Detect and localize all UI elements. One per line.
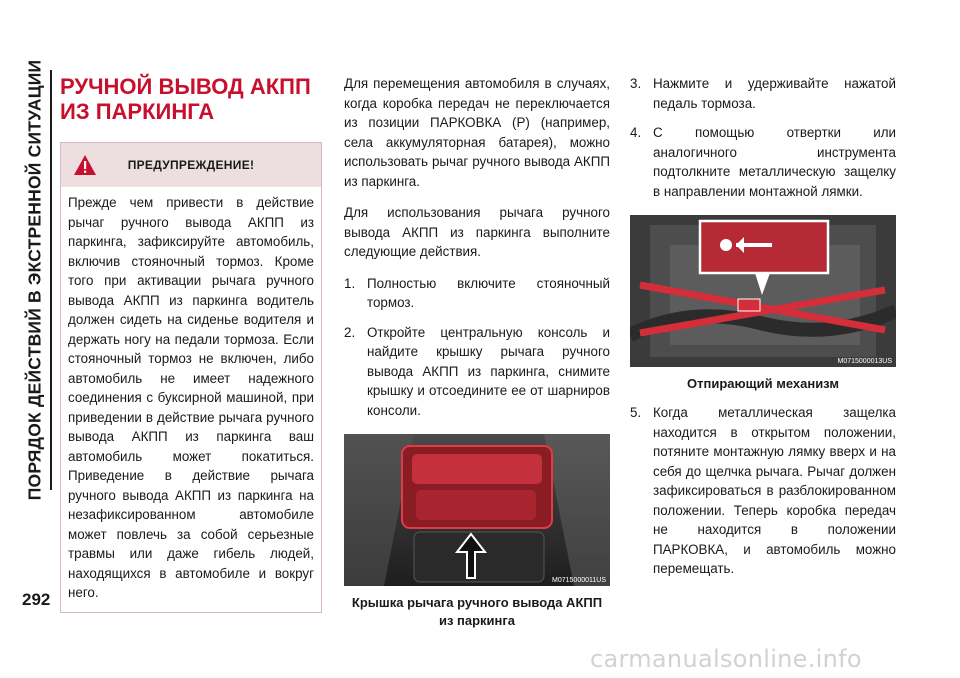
- step-text: С помощью отвертки или аналогичного инструмента подтолкните металлическую защелку в направлении монтажной лямки.: [653, 125, 896, 199]
- steps-list: [630, 403, 896, 579]
- page-title: РУЧНОЙ ВЫВОД АКПП ИЗ ПАРКИНГА: [60, 74, 311, 124]
- page-number: 292: [22, 590, 51, 609]
- step-number: 4.: [630, 125, 642, 140]
- column-2: [344, 74, 610, 640]
- column-1: [60, 74, 322, 613]
- step-text: Нажмите и удерживайте нажатой педаль тормоза.: [653, 76, 896, 111]
- step-item: [630, 123, 896, 201]
- step-item: [344, 323, 610, 421]
- figure-code: M0715000011US: [552, 577, 606, 584]
- step-item: [630, 403, 896, 579]
- watermark: carmanualsonline.info: [590, 645, 862, 673]
- console-cover-photo: [344, 434, 610, 586]
- side-rule: [50, 70, 52, 490]
- warning-header: [61, 143, 321, 187]
- warning-title: ПРЕДУПРЕЖДЕНИЕ!: [127, 158, 255, 172]
- steps-list: [630, 74, 896, 201]
- steps-list: [344, 274, 610, 421]
- step-text: Полностью включите стояночный тормоз.: [367, 275, 610, 310]
- step-number: 1.: [344, 275, 356, 291]
- step-item: [344, 274, 610, 313]
- intro-paragraph: Для перемещения автомобиля в случаях, когда коробка передач не переключается из позиции ПАРКОВКА (P) (например, села аккумуляторная батарея), можно использовать рычаг ручного вывода АКПП из паркинга.: [344, 76, 610, 189]
- step-number: 2.: [344, 324, 356, 340]
- step-text: Откройте центральную консоль и найдите крышку рычага ручного вывода АКПП из паркинга, снимите крышку и отсоедините ее от шарниров консоли.: [367, 324, 610, 418]
- column-3: [630, 74, 896, 589]
- release-mechanism-photo: [630, 215, 896, 367]
- warning-triangle-icon: [73, 154, 97, 176]
- warning-box: [60, 142, 322, 613]
- step-number: 3.: [630, 76, 642, 91]
- intro-paragraph: Для использования рычага ручного вывода АКПП из паркинга выполните следующие действия.: [344, 205, 610, 259]
- step-text: Когда металлическая защелка находится в открытом положении, потяните монтажную лямку вверх и на себя до щелчка рычага. Рычаг должен зафиксироваться в разблокированном положении. Теперь коробка передач не находится в положении ПАРКОВКА, и автомобиль можно перемещать.: [653, 405, 896, 576]
- warning-text: Прежде чем привести в действие рычаг ручного вывода АКПП из паркинга, зафиксируйте автомобиль, включив стояночный тормоз. Кроме того при активации рычага ручного вывода АКПП из паркинга водитель должен сидеть на сиденье водителя и держать ногу на педали тормоза. Если стояночный тормоз не включен, либо автомобиль не имеет надежного соединения с буксирной машиной, при приведении в действие рычага ручного вывода АКПП из паркинга ваш автомобиль может покатиться. Приведение в действие рычага ручного вывода АКПП из паркинга на незафиксированном автомобиле может повлечь за собой серьезные травмы или даже гибель людей, находящихся в автомобиле и вокруг него.: [68, 195, 314, 600]
- figure-code: M0715000013US: [837, 358, 892, 365]
- figure-caption: Крышка рычага ручного вывода АКПП из паркинга: [351, 595, 603, 628]
- step-item: [630, 74, 896, 113]
- section-side-tab: [22, 59, 48, 501]
- step-number: 5.: [630, 405, 642, 420]
- section-side-tab-label: ПОРЯДОК ДЕЙСТВИЙ В ЭКСТРЕННОЙ СИТУАЦИИ: [24, 59, 45, 501]
- figure-caption: Отпирающий механизм: [687, 376, 839, 391]
